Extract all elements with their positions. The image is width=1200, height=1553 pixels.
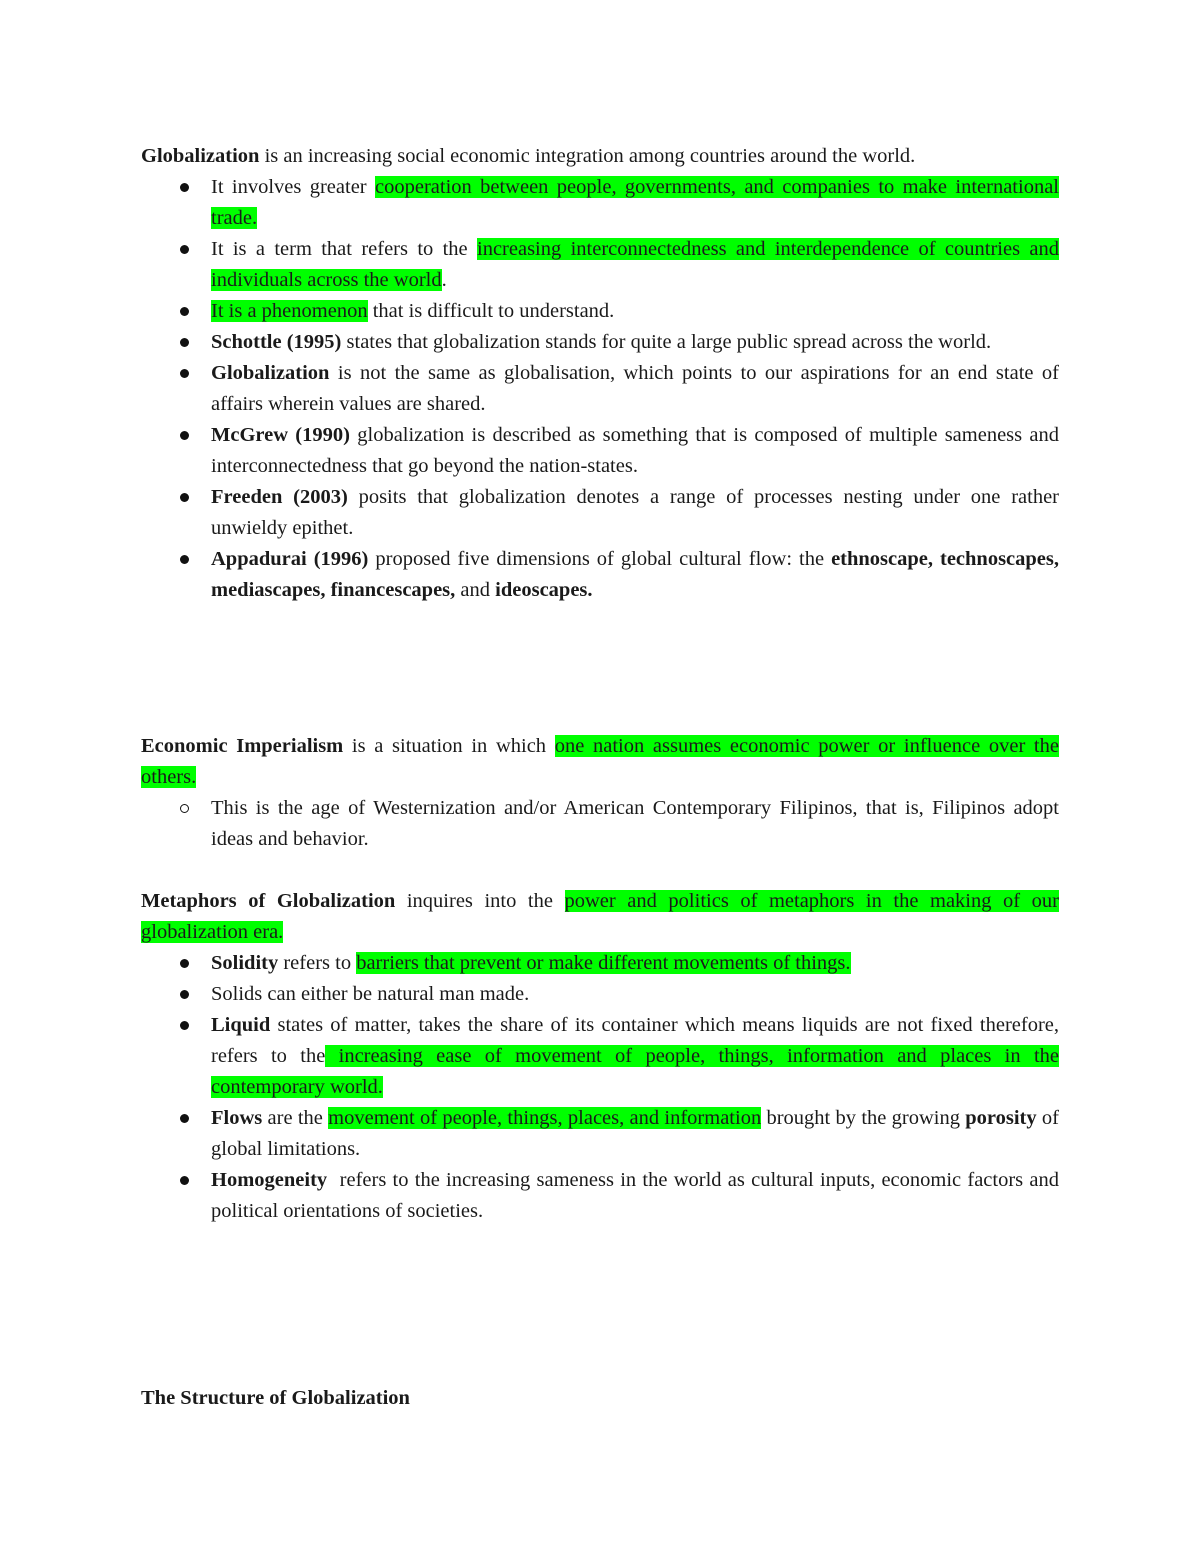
list-item: Solidity refers to barriers that prevent or make different movements of things. bbox=[141, 948, 1059, 979]
bullet-icon bbox=[180, 245, 189, 254]
metaphors-bullets bbox=[141, 948, 1065, 1227]
list-item: Solids can either be natural man made. bbox=[141, 979, 1059, 1010]
highlighted-text: barriers that prevent or make different movements of things. bbox=[356, 952, 851, 974]
highlighted-text: one nation assumes economic power or influence over the others. bbox=[141, 735, 1059, 788]
term-metaphors: Metaphors of Globalization bbox=[141, 890, 396, 912]
highlighted-text: increasing ease of movement of people, things, information and places in the contemporary world. bbox=[211, 1045, 1059, 1098]
bullet-icon bbox=[180, 555, 189, 564]
section-heading: The Structure of Globalization bbox=[141, 1387, 410, 1409]
list-item: Liquid states of matter, takes the share of its container which means liquids are not fixed therefore, refers to the increasing ease of movement of people, things, information and places in the contemporary world. bbox=[141, 1010, 1059, 1103]
list-item: This is the age of Westernization and/or American Contemporary Filipinos, that is, Filipinos adopt ideas and behavior. bbox=[141, 793, 1059, 855]
bullet-icon bbox=[180, 338, 189, 347]
structure-section bbox=[141, 1383, 1059, 1414]
bullet-icon bbox=[180, 804, 189, 813]
highlighted-text: movement of people, things, places, and information bbox=[328, 1107, 762, 1129]
list-item: McGrew (1990) globalization is described as something that is composed of multiple sameness and interconnectedness that go beyond the nation-states. bbox=[141, 420, 1059, 482]
globalization-section bbox=[141, 141, 1059, 606]
imperialism-bullets bbox=[141, 793, 1059, 855]
imperialism-section bbox=[141, 731, 1059, 855]
globalization-bullets bbox=[141, 172, 1059, 606]
highlighted-text: It is a phenomenon bbox=[211, 300, 368, 322]
list-item: Appadurai (1996) proposed five dimensions of global cultural flow: the ethnoscape, technoscapes, mediascapes, financescapes, and ideoscapes. bbox=[141, 544, 1059, 606]
bullet-icon bbox=[180, 369, 189, 378]
bullet-icon bbox=[180, 1021, 189, 1030]
bullet-icon bbox=[180, 307, 189, 316]
bullet-icon bbox=[180, 431, 189, 440]
list-item: Schottle (1995) states that globalization stands for quite a large public spread across the world. bbox=[141, 327, 1059, 358]
list-item: Homogeneity refers to the increasing sameness in the world as cultural inputs, economic factors and political orientations of societies. bbox=[141, 1165, 1059, 1227]
list-item: Globalization is not the same as globalisation, which points to our aspirations for an end state of affairs wherein values are shared. bbox=[141, 358, 1059, 420]
imperialism-intro: Economic Imperialism is a situation in which one nation assumes economic power or influence over the others. bbox=[141, 735, 1059, 788]
bullet-icon bbox=[180, 1176, 189, 1185]
globalization-intro: Globalization is an increasing social economic integration among countries around the world. bbox=[141, 145, 916, 167]
metaphors-intro: Metaphors of Globalization inquires into the power and politics of metaphors in the making of our globalization era. bbox=[141, 890, 1060, 943]
metaphors-section bbox=[141, 886, 1065, 1227]
bullet-icon bbox=[180, 990, 189, 999]
term-globalization: Globalization bbox=[141, 145, 260, 167]
list-item: It is a phenomenon that is difficult to understand. bbox=[141, 296, 1059, 327]
highlighted-text: increasing interconnectedness and interdependence of countries and individuals across the world bbox=[211, 238, 1059, 291]
bullet-icon bbox=[180, 493, 189, 502]
bullet-icon bbox=[180, 183, 189, 192]
bullet-icon bbox=[180, 1114, 189, 1123]
list-item: It is a term that refers to the increasing interconnectedness and interdependence of countries and individuals across the world. bbox=[141, 234, 1059, 296]
list-item: Freeden (2003) posits that globalization denotes a range of processes nesting under one rather unwieldy epithet. bbox=[141, 482, 1059, 544]
highlighted-text: power and politics of metaphors in the making of our globalization era. bbox=[141, 890, 1060, 943]
list-item: It involves greater cooperation between people, governments, and companies to make international trade. bbox=[141, 172, 1059, 234]
highlighted-text: cooperation between people, governments, and companies to make international trade. bbox=[211, 176, 1059, 229]
bullet-icon bbox=[180, 959, 189, 968]
list-item: Flows are the movement of people, things, places, and information brought by the growing porosity of global limitations. bbox=[141, 1103, 1059, 1165]
term-economic-imperialism: Economic Imperialism bbox=[141, 735, 344, 757]
